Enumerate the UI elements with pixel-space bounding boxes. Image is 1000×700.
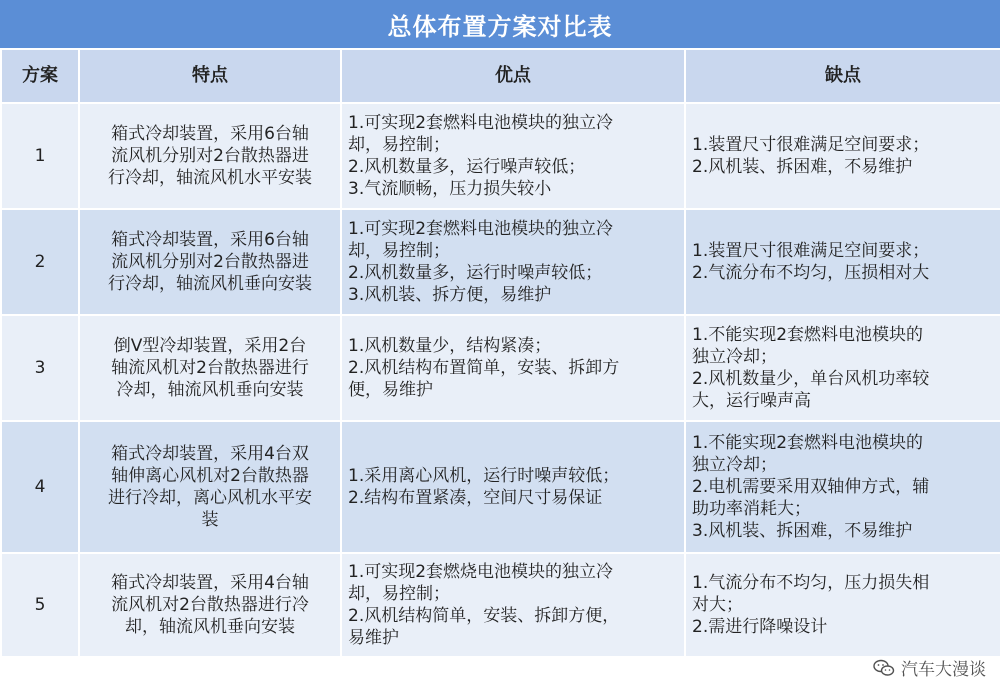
- text-line: 2.风机数量多，运行时噪声较低；: [348, 263, 603, 283]
- scheme-number: 3: [1, 315, 79, 421]
- pros-cell: [341, 103, 685, 209]
- features-cell: [79, 553, 341, 657]
- text-line: 3.风机装、拆方便，易维护: [348, 285, 552, 305]
- text-line: 冷却，轴流风机垂向安装: [116, 380, 304, 400]
- text-line: 大，运行噪声高: [692, 391, 811, 411]
- text-line: 却，易控制；: [348, 135, 450, 155]
- text-line: 助功率消耗大；: [692, 499, 811, 519]
- watermark: [873, 655, 986, 680]
- header-row: [1, 49, 1000, 103]
- header-features: 特点: [79, 49, 341, 103]
- table-row: [1, 421, 1000, 553]
- watermark-text: 汽车大漫谈: [901, 660, 986, 680]
- text-line: 进行冷却，离心风机水平安: [108, 488, 312, 508]
- features-cell: [79, 209, 341, 315]
- features-cell: [79, 421, 341, 553]
- text-line: 箱式冷却装置，采用6台轴: [111, 124, 309, 144]
- text-line: 1.不能实现2套燃料电池模块的: [692, 433, 924, 453]
- features-cell: [79, 315, 341, 421]
- text-line: 2.需进行降噪设计: [692, 617, 828, 637]
- text-line: 流风机对2台散热器进行冷: [111, 595, 309, 615]
- text-line: 1.可实现2套燃料电池模块的独立冷: [348, 219, 614, 239]
- table-row: [1, 553, 1000, 657]
- table-row: [1, 315, 1000, 421]
- cons-cell: [685, 421, 1000, 553]
- table-title: 总体布置方案对比表: [0, 0, 1000, 48]
- text-line: 轴流风机对2台散热器进行: [111, 358, 309, 378]
- text-line: 便，易维护: [348, 380, 433, 400]
- cons-cell: [685, 103, 1000, 209]
- text-line: 1.不能实现2套燃料电池模块的: [692, 325, 924, 345]
- text-line: 1.风机数量少，结构紧凑；: [348, 336, 552, 356]
- text-line: 行冷却，轴流风机水平安装: [108, 168, 312, 188]
- text-line: 3.气流顺畅，压力损失较小: [348, 179, 552, 199]
- text-line: 装: [201, 510, 219, 530]
- text-line: 2.风机数量少，单台风机功率较: [692, 369, 930, 389]
- text-line: 2.结构布置紧凑，空间尺寸易保证: [348, 488, 603, 508]
- text-line: 1.气流分布不均匀，压力损失相: [692, 573, 930, 593]
- pros-cell: [341, 553, 685, 657]
- scheme-number: 1: [1, 103, 79, 209]
- header-cons: 缺点: [685, 49, 1000, 103]
- pros-cell: [341, 209, 685, 315]
- text-line: 独立冷却；: [692, 455, 777, 475]
- text-line: 3.风机装、拆困难，不易维护: [692, 521, 913, 541]
- text-line: 2.风机结构布置简单，安装、拆卸方: [348, 358, 620, 378]
- comparison-table: [0, 48, 1000, 658]
- text-line: 却，易控制；: [348, 584, 450, 604]
- text-line: 轴伸离心风机对2台散热器: [111, 466, 309, 486]
- text-line: 却，轴流风机垂向安装: [125, 617, 295, 637]
- pros-cell: [341, 315, 685, 421]
- text-line: 流风机分别对2台散热器进: [111, 146, 309, 166]
- text-line: 2.电机需要采用双轴伸方式，辅: [692, 477, 930, 497]
- text-line: 却，易控制；: [348, 241, 450, 261]
- text-line: 箱式冷却装置，采用4台轴: [111, 573, 309, 593]
- text-line: 1.可实现2套燃烧电池模块的独立冷: [348, 562, 614, 582]
- features-cell: [79, 103, 341, 209]
- table-row: [1, 103, 1000, 209]
- header-pros: 优点: [341, 49, 685, 103]
- text-line: 2.风机数量多，运行噪声较低；: [348, 157, 586, 177]
- text-line: 2.气流分布不均匀，压损相对大: [692, 263, 930, 283]
- text-line: 1.装置尺寸很难满足空间要求；: [692, 241, 930, 261]
- text-line: 箱式冷却装置，采用4台双: [111, 444, 309, 464]
- text-line: 1.装置尺寸很难满足空间要求；: [692, 135, 930, 155]
- text-line: 独立冷却；: [692, 347, 777, 367]
- cons-cell: [685, 315, 1000, 421]
- scheme-number: 4: [1, 421, 79, 553]
- text-line: 对大；: [692, 595, 743, 615]
- text-line: 2.风机结构简单，安装、拆卸方便，: [348, 606, 620, 626]
- text-line: 倒V型冷却装置，采用2台: [113, 336, 307, 356]
- text-line: 易维护: [348, 628, 399, 648]
- wechat-icon: [873, 659, 895, 677]
- header-scheme: 方案: [1, 49, 79, 103]
- cons-cell: [685, 553, 1000, 657]
- text-line: 流风机分别对2台散热器进: [111, 252, 309, 272]
- cons-cell: [685, 209, 1000, 315]
- text-line: 1.可实现2套燃料电池模块的独立冷: [348, 113, 614, 133]
- table-row: [1, 209, 1000, 315]
- text-line: 箱式冷却装置，采用6台轴: [111, 230, 309, 250]
- text-line: 行冷却，轴流风机垂向安装: [108, 274, 312, 294]
- scheme-number: 2: [1, 209, 79, 315]
- text-line: 1.采用离心风机，运行时噪声较低；: [348, 466, 620, 486]
- pros-cell: [341, 421, 685, 553]
- text-line: 2.风机装、拆困难，不易维护: [692, 157, 913, 177]
- scheme-number: 5: [1, 553, 79, 657]
